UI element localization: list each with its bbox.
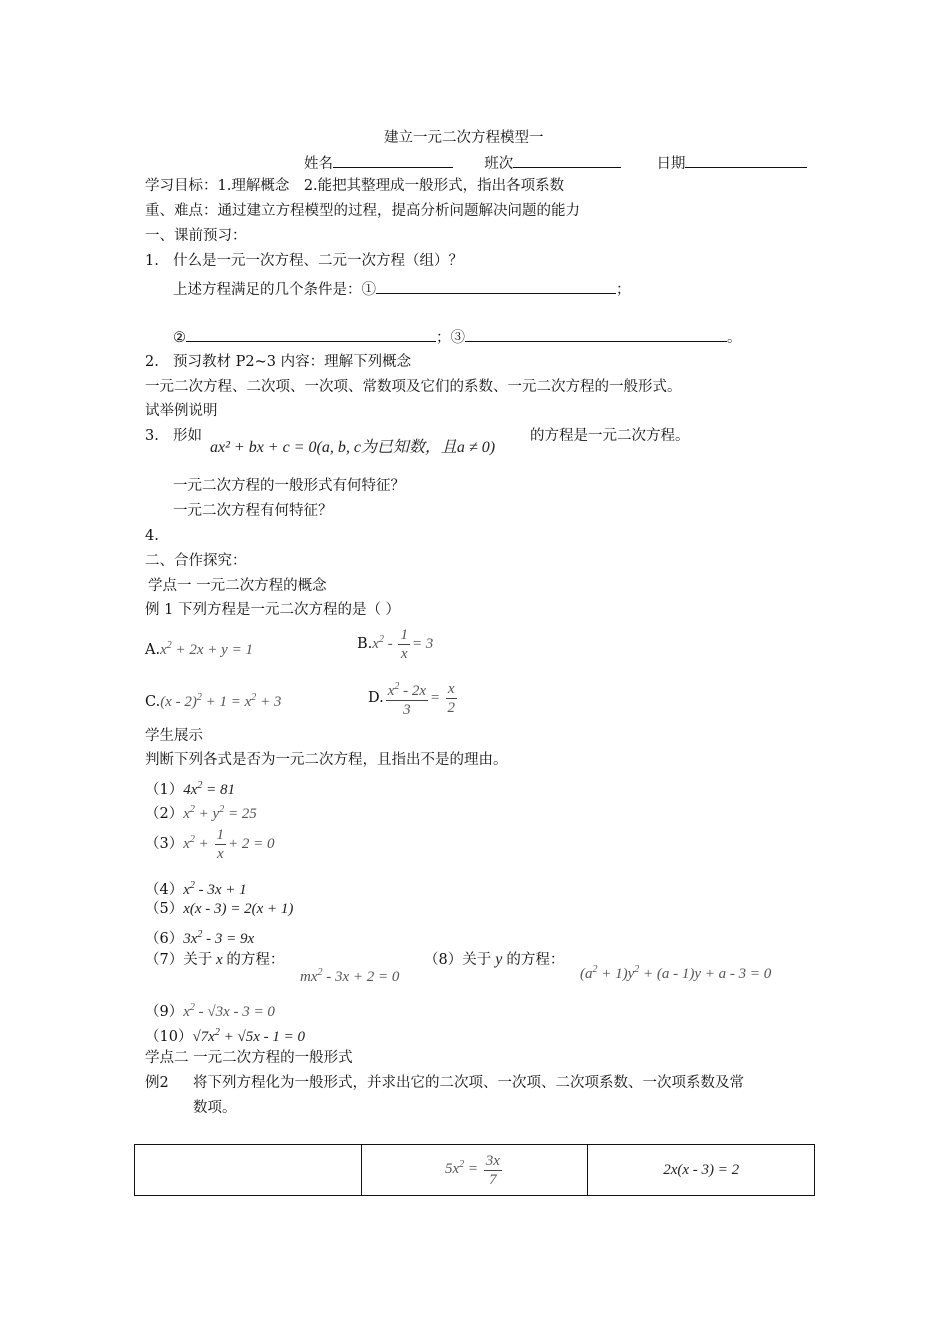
name-label: 姓名 [304,156,333,172]
example-1: 例 1 下列方程是一元二次方程的是（ ） [145,602,401,618]
section-preview: 一、课前预习： [145,228,247,244]
table-row [135,1145,815,1196]
table-cell-empty[interactable] [135,1145,362,1196]
q1-conditions-2: ② ；③ 。 [173,326,742,348]
general-form-formula: ax² + bx + c = 0(a, b, c为已知数，且a ≠ 0) [210,439,496,456]
option-d[interactable]: D. $\frac{x^2 - 2x}{3}$ = $\frac{x}{2}$ [368,678,459,719]
item-9: $(9)x^2 - √3x - 3 = 0$ [145,1002,275,1020]
q3-post: 的方程是一元二次方程。 [530,428,690,444]
q3: 3. 形如 [145,428,202,444]
blank-1[interactable] [376,278,616,294]
item-7-formula: $mx^2 - 3x + 2 = 0$ [300,967,400,985]
example-2-cont: 数项。 [193,1100,237,1116]
item-8: （8）关于 y 的方程： [424,951,565,968]
q3-question-1: 一元二次方程的一般形式有何特征？ [173,478,405,494]
item-4: $(4)x^2 - 3x + 1$ [145,880,247,898]
date-blank[interactable] [685,152,807,168]
section-explore: 二、合作探究： [145,553,247,569]
q2-example: 试举例说明 [145,403,218,419]
page-title: 建立一元二次方程模型一 [384,130,544,146]
option-c[interactable]: $C.(x - 2)^2 + 1 = x^2 + 3$ [145,692,282,710]
key-difficulty: 重、难点：通过建立方程模型的过程，提高分析问题解决问题的能力 [145,203,580,219]
item-5: （5）x(x - 3) = 2(x + 1) [145,901,294,917]
point-2-heading: 学点二 一元二次方程的一般形式 [145,1050,353,1066]
student-show: 学生展示 [145,728,203,744]
q3-question-2: 一元二次方程有何特征？ [173,503,333,519]
judge-instruction: 判断下列各式是否为一元二次方程，且指出不是的理由。 [145,752,508,768]
exercise-table [134,1144,815,1196]
q2-concepts: 一元二次方程、二次项、一次项、常数项及它们的系数、一元二次方程的一般形式。 [145,379,682,395]
item-7: （7）关于 x 的方程： [145,952,285,968]
item-6: $(6)3x^2 - 3 = 9x$ [145,929,255,947]
class-blank[interactable] [513,152,621,168]
item-10: $(10)√7x^2 + √5x - 1 = 0$ [145,1027,305,1045]
q4: 4. [145,528,159,544]
example-2: 例2 将下列方程化为一般形式，并求出它的二次项、一次项、二次项系数、一次项系数及常 [145,1075,744,1091]
item-3: $(3)x^2$ + $\frac{1}{x}$ + 2 = 0 [145,827,275,862]
q1: 1. 什么是一元一次方程、二元一次方程（组）？ [145,253,463,269]
date-label: 日期 [656,156,686,172]
class-label: 班次 [484,156,514,172]
point-1-heading: 学点一 一元二次方程的概念 [148,578,327,594]
blank-2[interactable] [186,326,436,342]
q2: 2. 预习教材 P2~3 内容：理解下列概念 [145,354,412,370]
q1-conditions: 上述方程满足的几个条件是：① ； [173,278,631,300]
table-cell-equation-2: 2x(x - 3) = 2 [588,1145,815,1196]
table-cell-equation-1: $5x^2$ = $\frac{3x}{7}$ [361,1145,588,1196]
item-8-formula: $(a^2 + 1)y^2 + (a - 1)y + a - 3 = 0$ [580,964,772,982]
option-a[interactable]: $A.x^2 + 2x + y = 1$ [145,640,253,658]
option-b[interactable]: $B.x^2$ - $\frac{1}{x}$ = 3 [357,627,434,662]
header-line [304,152,807,174]
blank-3[interactable] [465,326,727,342]
item-1: $(1)4x^2 = 81$ [145,780,236,798]
item-2: $(2)x^2 + y^2 = 25$ [145,804,257,822]
learning-goal: 学习目标：1.理解概念 2.能把其整理成一般形式，指出各项系数 [145,178,565,194]
name-blank[interactable] [333,152,453,168]
